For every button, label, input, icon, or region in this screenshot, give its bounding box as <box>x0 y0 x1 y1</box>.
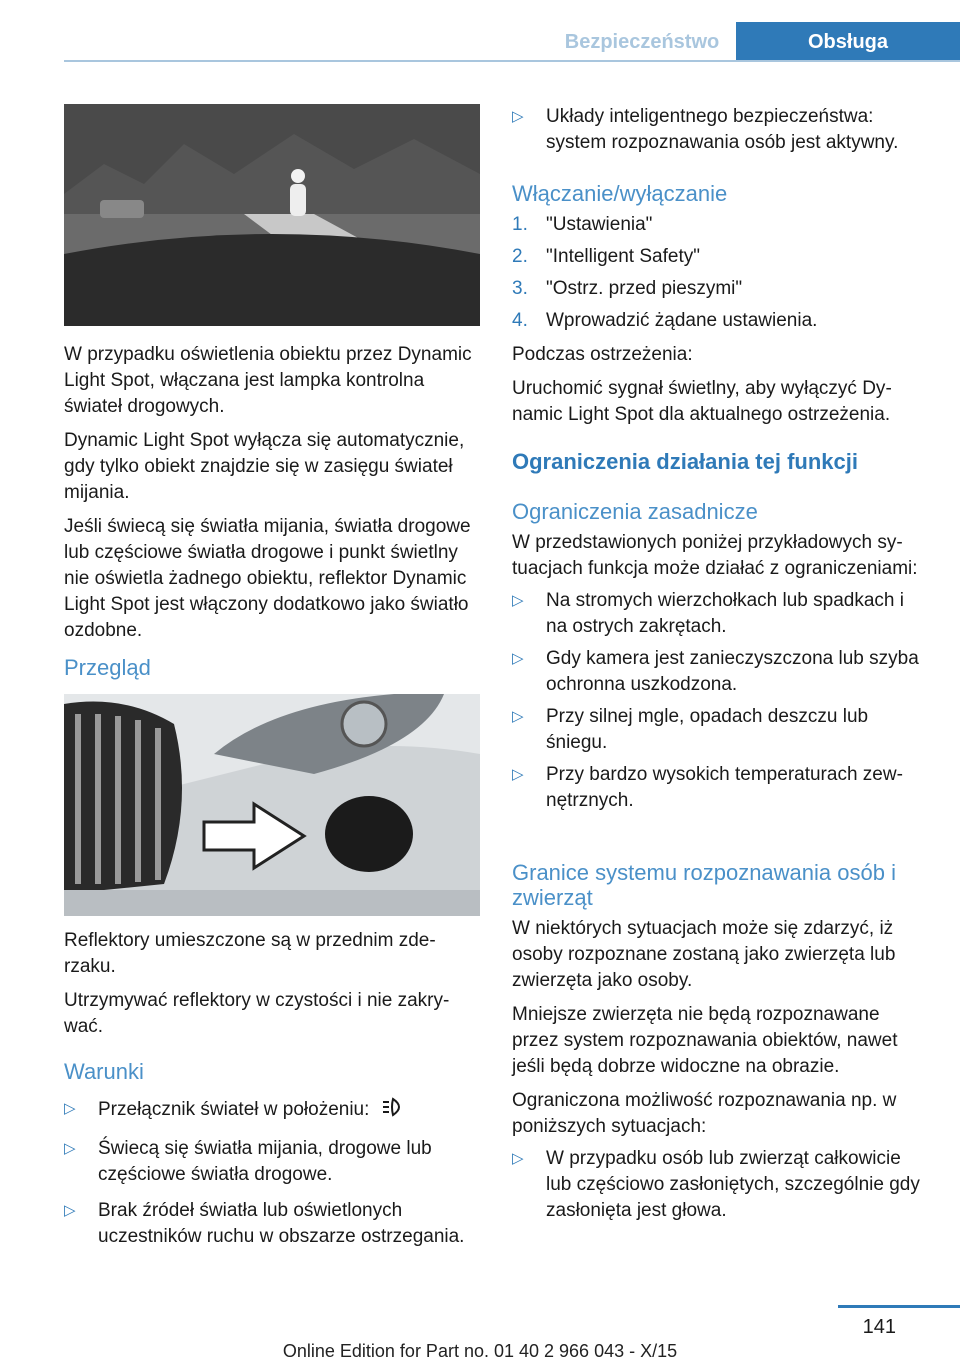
list-item <box>512 646 922 698</box>
list-item-text: Przełącznik świateł w położeniu: <box>98 1099 370 1120</box>
paragraph: Podczas ostrzeżenia: <box>512 344 693 365</box>
triangle-right-icon: ▷ <box>512 650 524 667</box>
triangle-right-icon: ▷ <box>512 708 524 725</box>
paragraph: Utrzymywać reflektory w czystości i nie zakrywać. <box>64 990 450 1037</box>
step-text: "Ostrz. przed pieszymi" <box>546 278 743 299</box>
heading-granice-systemu: Granice systemu rozpoznawania osób i zwierząt <box>512 860 896 910</box>
paragraph: Mniejsze zwierzęta nie będą rozpoznawane przez system rozpoznawania obiektów, nawet jeśli będą dobrze widoczne na obrazie. <box>512 1004 898 1077</box>
list-item <box>64 1096 480 1126</box>
heading-ograniczenia-zasadnicze: Ograniczenia zasadnicze <box>512 499 758 524</box>
paragraph: Jeśli świecą się światła mijania, światła drogowe lub częściowe światła drogowe i punkt świetlny nie oświetla żadnego obiektu, reflektor Dynamic Light Spot jest włączony dodatkowo jako światło ozdobne. <box>64 516 471 641</box>
list-item <box>64 1198 480 1250</box>
night-road-illustration <box>64 104 480 326</box>
paragraph: Uruchomić sygnał świetlny, aby wyłączyć Dynamic Light Spot dla aktualnego ostrzeżenia. <box>512 378 892 425</box>
list-item-text: Brak źródeł światła lub oświetlonych uczestników ruchu w obszarze ostrzegania. <box>98 1200 465 1247</box>
triangle-right-icon: ▷ <box>512 592 524 609</box>
list-item-text: Przy bardzo wysokich temperaturach zewnętrznych. <box>546 764 903 811</box>
right-top-bullet <box>512 104 922 156</box>
heading-wlaczanie: Włączanie/wyłączanie <box>512 181 728 206</box>
header-divider <box>64 60 960 62</box>
step-number: 3. <box>512 278 528 299</box>
paragraph: Reflektory umieszczone są w przednim zderzaku. <box>64 930 436 977</box>
list-item <box>512 104 922 156</box>
step-number: 2. <box>512 246 528 267</box>
list-item <box>512 762 922 814</box>
step-item <box>512 276 922 302</box>
left-text-overview <box>64 928 480 1040</box>
section-tab-obsluga[interactable]: Obsługa <box>736 22 960 62</box>
step-item <box>512 308 922 334</box>
conditions-list <box>64 1096 480 1250</box>
list-item <box>512 704 922 756</box>
list-item <box>64 1136 480 1188</box>
left-text-intro <box>64 342 480 644</box>
list-item-text: Na stromych wierzchołkach lub spadkach i na ostrych zakrętach. <box>546 590 904 637</box>
heading-przeglad: Przegląd <box>64 655 151 680</box>
edition-footer: Online Edition for Part no. 01 40 2 966 043 - X/15 <box>282 1341 678 1361</box>
step-text: "Ustawienia" <box>546 214 653 235</box>
list-item-text: Świecą się światła mijania, drogowe lub częściowe światła drogowe. <box>98 1138 432 1185</box>
triangle-right-icon: ▷ <box>512 766 524 783</box>
warning-text <box>512 342 922 428</box>
triangle-right-icon: ▷ <box>512 108 524 125</box>
page-number: 141 <box>862 1316 896 1338</box>
headlight-bumper-illustration <box>64 694 480 916</box>
step-number: 4. <box>512 310 528 331</box>
triangle-right-icon: ▷ <box>512 1150 524 1167</box>
section-tab-bezpieczenstwo[interactable]: Bezpieczeństwo <box>564 31 720 53</box>
list-item-text: Gdy kamera jest zanieczyszczona lub szyba ochronna uszkodzona. <box>546 648 919 695</box>
triangle-right-icon: ▷ <box>64 1140 76 1157</box>
list-item-text: Układy inteligentnego bezpieczeństwa: system rozpoznawania osób jest aktywny. <box>546 106 899 153</box>
paragraph: W przypadku oświetlenia obiektu przez Dynamic Light Spot, włączana jest lampka kontrolna świateł drogowych. <box>64 344 472 417</box>
list-item-text: W przypadku osób lub zwierząt całkowicie lub częściowo zasłoniętych, szczególnie gdy zasłonięta jest głowa. <box>546 1148 920 1221</box>
paragraph: Dynamic Light Spot wyłącza się automatycznie, gdy tylko obiekt znajdzie się w zasięgu świateł mijania. <box>64 430 465 503</box>
footer-divider <box>838 1305 960 1308</box>
steps-list <box>512 212 922 334</box>
list-item <box>512 1146 922 1224</box>
triangle-right-icon: ▷ <box>64 1100 76 1117</box>
triangle-right-icon: ▷ <box>64 1202 76 1219</box>
step-text: "Intelligent Safety" <box>546 246 700 267</box>
heading-ograniczenia: Ograniczenia działania tej funkcji <box>512 449 858 474</box>
heading-warunki: Warunki <box>64 1059 144 1084</box>
step-item <box>512 244 922 270</box>
list-item-text: Przy silnej mgle, opadach deszczu lub śniegu. <box>546 706 869 753</box>
step-text: Wprowadzić żądane ustawienia. <box>546 310 818 331</box>
paragraph: W niektórych sytuacjach może się zdarzyć, iż osoby rozpoznane zostaną jako zwierzęta lub zwierzęta jako osoby. <box>512 918 896 991</box>
basic-limits <box>512 530 922 814</box>
list-item <box>512 588 922 640</box>
system-limits <box>512 916 922 1224</box>
paragraph: Ograniczona możliwość rozpoznawania np. w poniższych sytuacjach: <box>512 1090 897 1137</box>
step-number: 1. <box>512 214 528 235</box>
headlight-switch-icon <box>381 1096 407 1126</box>
paragraph: W przedstawionych poniżej przykładowych sytuacjach funkcja może działać z ograniczeniami: <box>512 532 918 579</box>
step-item <box>512 212 922 238</box>
